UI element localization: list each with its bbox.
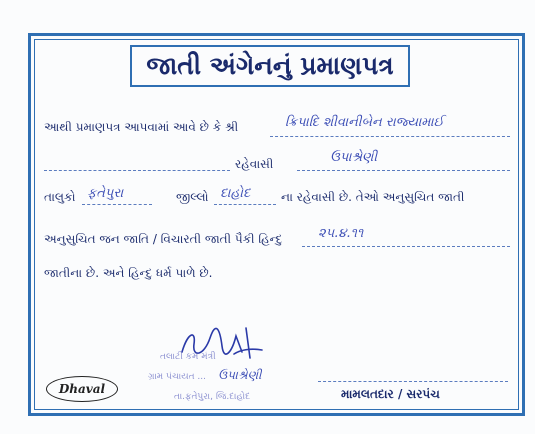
line1-dash bbox=[270, 136, 510, 137]
line1-name-hand: ક્રિપાદિ શીવાનીબેન રાજ્યામાઈ bbox=[285, 115, 444, 130]
line5-text: જાતીના છે. અને હિન્દુ ધર્મ પાળે છે. bbox=[44, 266, 213, 280]
title-box bbox=[130, 45, 410, 87]
line2-dash-right bbox=[297, 170, 510, 171]
district-label: જીલ્લો bbox=[176, 190, 209, 204]
stamp-line3: તા.ફતેપુરા, જિ.દાહોદ bbox=[174, 392, 251, 402]
taluka-label: તાલુકો bbox=[44, 190, 76, 204]
line2-dash-left bbox=[44, 170, 230, 171]
line3-suffix: ના રહેવાસી છે. તેઓ અનુસુચિત જાતી bbox=[281, 190, 465, 204]
line1-prefix: આથી પ્રમાણપત્ર આપવામાં આવે છે કે શ્રી bbox=[44, 120, 239, 134]
line4-text: અનુસુચિત જન જાતિ / વિચારતી જાતી પૈકી હિન્દુ bbox=[44, 232, 283, 246]
taluka-dash bbox=[82, 204, 152, 205]
line2-hand: ઉપાશ્રેણી bbox=[330, 150, 378, 165]
line2-label: રહેવાસી bbox=[235, 157, 274, 171]
stamp-line1: તલાટી કમ મંત્રી bbox=[160, 352, 216, 362]
line4-dash bbox=[302, 246, 510, 247]
dhaval-logo bbox=[46, 376, 118, 402]
taluka-hand: ફતેપુરા bbox=[87, 186, 124, 201]
logo-text: Dhaval bbox=[58, 382, 106, 396]
signatory-dash bbox=[318, 381, 508, 382]
district-dash bbox=[214, 204, 276, 205]
signatory-label: મામલતદાર / સરપંચ bbox=[341, 387, 440, 401]
panchayat-stamp bbox=[148, 330, 326, 410]
stamp-line2-prefix: ગ્રામ પંચાયત ... bbox=[148, 372, 207, 382]
stamp-line2-hand: ઉપાશ્રેણી bbox=[218, 368, 262, 382]
page-title: જાતી અંગેનનું પ્રમાણપત્ર bbox=[146, 51, 394, 80]
district-hand: દાહોદ bbox=[220, 186, 251, 201]
line4-hand: ૨૫.૪.૧૧ bbox=[318, 226, 364, 241]
